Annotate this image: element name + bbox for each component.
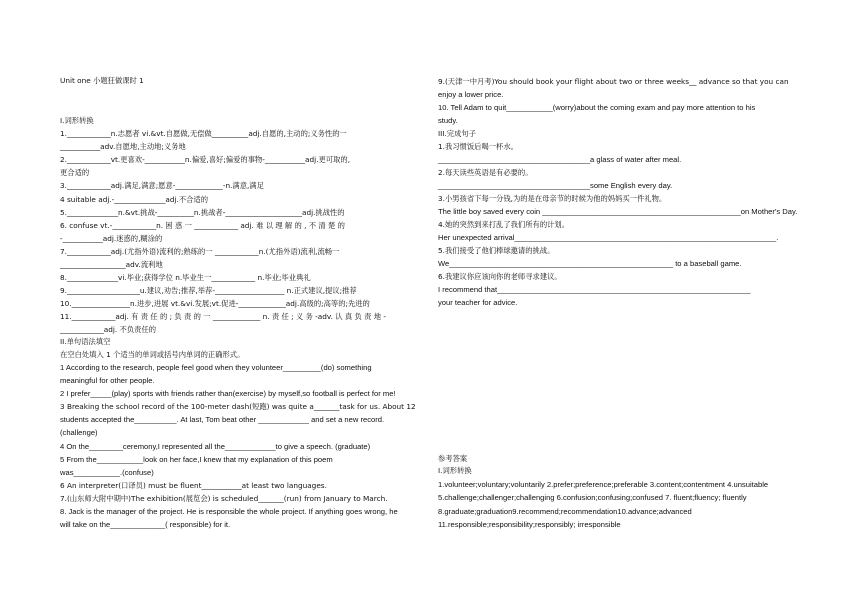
exercise-line: 4 suitable adj.-______________adj.不合适的: [60, 195, 209, 204]
exercise-line: 11.____________adj. 有 责 任 的 ; 负 责 的 一 _____________ n. 责 任 ; 义 务 -adv. 认 真 负 责 地 -: [60, 312, 386, 321]
exercise-line: 2.____________vt.更喜欢-___________n.偏爱,喜好;偏爱的事物-___________adj.更可取的,: [60, 155, 351, 164]
exercise-line: 8. Jack is the manager of the project. He is responsible the whole project. If anything goes wrong, he: [60, 507, 398, 516]
document-title: Unit one 小题狂做课时 1: [60, 76, 144, 85]
exercise-line: students accepted the__________. At last, Tom beat other ____________ and set a new record.: [60, 415, 385, 424]
exercise-line: 1.____________n.志愿者 vi.&vt.自愿做,无偿做__________adj.自愿的,主动的;义务性的一: [60, 129, 347, 138]
exercise-line: will take on the_____________( responsible) for it.: [60, 520, 231, 529]
answer-key-title: 参考答案: [438, 454, 468, 463]
exercise-line: ____________________________________some English every day.: [438, 181, 673, 190]
exercise-line: II.单句语法填空: [60, 337, 111, 346]
exercise-line: __________________adv.流利地: [60, 260, 163, 269]
answer-line: 8.graduate;graduation9.recommend;recommendation10.advance;advanced: [438, 507, 692, 516]
exercise-line: 5 From the___________look on her face,I knew that my explanation of this poem: [60, 455, 333, 464]
exercise-line: 7.____________adj.(尤指外语)流利的;熟练的一 ____________n.(尤指外语)流利,流畅一: [60, 247, 340, 256]
exercise-line: 6. confuse vt.-____________n. 困 惑 一 ____________ adj. 难 以 理 解 的 , 不 清 楚 的: [60, 221, 345, 230]
exercise-line: 3.____________adj.满足,满意;愿意-_____________-n.满意,满足: [60, 181, 264, 190]
exercise-line: Her unexpected arrival______________________________________________________________.: [438, 233, 779, 242]
exercise-line: 4 On the________ceremony,I represented all the____________to give a speech. (graduate): [60, 442, 371, 451]
exercise-line: 3.小男孩省下每一分钱,为的是在母亲节的时候为他的妈妈买一件礼物。: [438, 194, 667, 203]
exercise-line: 4.她的突然到来打乱了我们所有的计划。: [438, 220, 570, 229]
exercise-line: 6 An interpreter(口译员) must be fluent___________at least two languages.: [60, 481, 327, 490]
exercise-line: I recommend that____________________________________________________________: [438, 285, 751, 294]
exercise-line: 2 I prefer_____(play) sports with friends rather than(exercise) by myself,so football is perfect for me!: [60, 389, 396, 398]
exercise-line: 6.我建议你应该向你的老师寻求建议。: [438, 272, 562, 281]
exercise-line: We_____________________________________________________ to a baseball game.: [438, 259, 742, 268]
exercise-line: 5.______________n.&vt.挑战-__________n.挑战者-_____________________adj.挑战性的: [60, 208, 345, 217]
exercise-line: 1 According to the research, people feel good when they volunteer_________(do) something: [60, 363, 372, 372]
exercise-line: ____________________________________a glass of water after meal.: [438, 155, 682, 164]
exercise-line: 2.每天读些英语是有必要的。: [438, 168, 533, 177]
exercise-line: ____________adj. 不负责任的: [60, 325, 157, 334]
exercise-line: enjoy a lower price.: [438, 90, 504, 99]
exercise-line: 3 Breaking the school record of the 100-meter dash(短跑) was quite a_______task for us. About 12: [60, 402, 416, 411]
exercise-line: I.词形转换: [60, 116, 94, 125]
exercise-line: study.: [438, 116, 458, 125]
exercise-line: 8.______________vi.毕业;获得学位 n.毕业生一____________ n.毕业;毕业典礼: [60, 273, 311, 282]
exercise-line: 9.____________________u.建议,劝告;推荐,举荐-___________________ n.正式建议,提议;推荐: [60, 286, 357, 295]
answer-line: 11.responsible;responsibility;responsibly; irresponsible: [438, 520, 621, 529]
exercise-line: 5.我们接受了他们棒球邀请的挑战。: [438, 246, 555, 255]
exercise-line: ___________adv.自愿地,主动地;义务地: [60, 142, 186, 151]
exercise-line: 在空白处填入 1 个适当的单词或括号内单词的正确形式。: [60, 350, 245, 359]
exercise-line: -___________adj.迷惑的,糊涂的: [60, 234, 163, 243]
exercise-line: your teacher for advice.: [438, 298, 518, 307]
exercise-line: meaningful for other people.: [60, 376, 155, 385]
answer-line: 1.volunteer;voluntary;voluntarily 2.prefer;preference;preferable 3.content;contentment 4.unsuitable: [438, 480, 769, 489]
answer-key-section: I.词形转换: [438, 466, 472, 475]
exercise-line: 1.我习惯饭后喝一杯水。: [438, 142, 518, 151]
exercise-line: 10.________________n.进步,进展 vt.&vi.发展;vt.促进-_____________adj.高级的;高等的;先进的: [60, 299, 370, 308]
exercise-line: III.完成句子: [438, 129, 476, 138]
exercise-line: The little boy saved every coin _______________________________________________on Mother's Day.: [438, 207, 798, 216]
exercise-line: was___________.(confuse): [60, 468, 154, 477]
answer-line: 5.challenge;challenger;challenging 6.confusion;confusing;confused 7. fluent;fluency; fluently: [438, 493, 747, 502]
exercise-line: 9.(天津一中月考)You should book your flight about two or three weeks__ advance so that you can: [438, 77, 789, 86]
exercise-line: 10. Tell Adam to quit___________(worry)about the coming exam and pay more attention to his: [438, 103, 756, 112]
exercise-line: (challenge): [60, 428, 98, 437]
exercise-line: 7.(山东师大附中期中)The exhibition(展览会) is scheduled_______(run) from January to March.: [60, 494, 388, 503]
exercise-line: 更合适的: [60, 168, 90, 177]
